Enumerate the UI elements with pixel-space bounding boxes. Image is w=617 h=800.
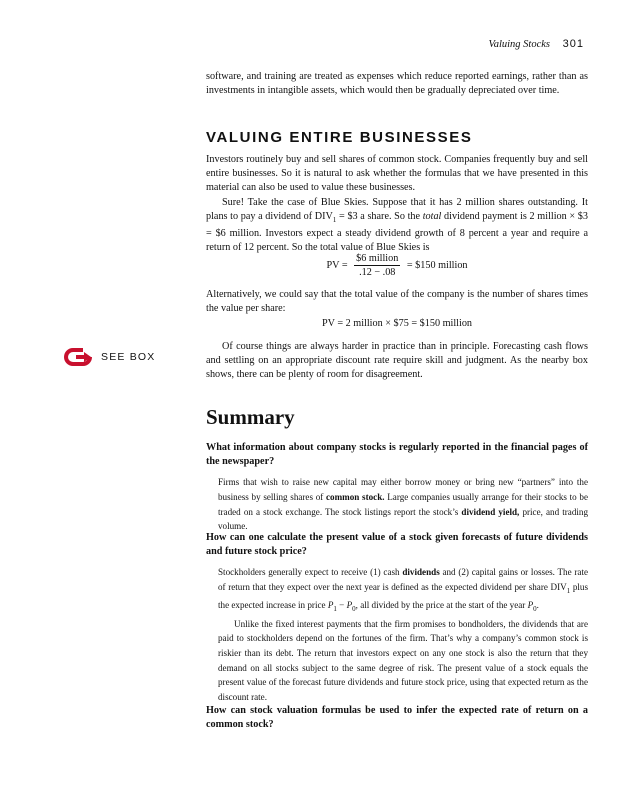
equation-pv-1 <box>206 252 588 279</box>
eq1-lhs: PV = <box>326 259 348 271</box>
eq1-fraction <box>354 252 400 279</box>
section-body-3 <box>206 340 588 383</box>
section-body <box>206 153 588 255</box>
summary-q1-block <box>206 441 588 534</box>
running-header <box>488 38 584 50</box>
running-title: Valuing Stocks <box>488 39 551 50</box>
summary-answer-1 <box>206 475 588 533</box>
answer-2-continuation: Unlike the fixed interest payments that the firm promises to bondholders, the dividends that are paid to stockholders depend on the fortunes of the firm. That’s why a company’s common stock is riskier than its debt. The return that investors expect on any one stock is also the return that they demand on all stocks subject to the same degree of risk. The present value of a stock equals the present value of the forecast future dividends and future stock price, using that expected return as the discount rate. <box>218 618 588 702</box>
section-heading: VALUING ENTIRE BUSINESSES <box>206 129 473 146</box>
summary-question-1: What information about company stocks is regularly reported in the financial pages of the newspaper? <box>206 442 588 468</box>
answer-2-text: Stockholders generally expect to receive (1) cash dividends and (2) capital gains or losses. The rate of return that they expect over the next year is defined as the expected dividend per share $DIV_1$ plus the expected increase in price $P_1 - P_0$, all divided by the price at the start of the year $P_0$. <box>218 567 589 614</box>
arrow-loop-icon <box>63 347 95 367</box>
eq1-rhs: = $150 million <box>406 259 468 271</box>
eq1-denominator: .12 − .08 <box>359 267 396 278</box>
section-valuing-businesses <box>206 129 588 146</box>
eq1-numerator: $6 million <box>356 253 399 264</box>
intro-paragraph: software, and training are treated as expenses which reduce reported earnings, rather than as investments in intangible assets, which would then be gradually depreciated over time. <box>206 71 588 97</box>
summary-answer-2 <box>206 565 588 704</box>
section-body-2 <box>206 288 588 316</box>
equation-pv-2 <box>206 318 588 329</box>
answer-1-text: Firms that wish to raise new capital may either borrow money or bring new “partners” into the business by selling shares of common stock. Large companies usually arrange for their stocks to be traded on a stock exchange. The stock listings report the stock’s dividend yield, price, and trading volume. <box>218 477 589 532</box>
summary-question-3: How can stock valuation formulas be used to infer the expected rate of return on a common stock? <box>206 705 588 731</box>
section-paragraph-2: Sure! Take the case of Blue Skies. Suppose that it has 2 million shares outstanding. It plans to pay a dividend of $DIV_1$ = $3 a share. So the total dividend payment is 2 million × $3 = $6 million. Investors expect a steady dividend growth of 8 percent a year and require a return of 12 percent. So the total value of Blue Skies is <box>206 196 588 254</box>
see-box-note[interactable] <box>63 347 156 367</box>
summary-section <box>206 405 588 430</box>
eq2-text: PV = 2 million × $75 = $150 million <box>321 318 473 329</box>
section-paragraph-4: Of course things are always harder in practice than in principle. Forecasting cash flows and settling on an appropriate discount rate require skill and judgment. As the nearby box shows, there can be plenty of room for disagreement. <box>206 341 588 381</box>
intro-block <box>206 70 588 98</box>
section-paragraph-3: Alternatively, we could say that the total value of the company is the number of shares times the value per share: <box>206 289 588 315</box>
summary-q2-block <box>206 531 588 704</box>
section-paragraph-1: Investors routinely buy and sell shares of common stock. Companies frequently buy and sell entire businesses. So it is natural to ask whether the formulas that we have presented in this material can also be used to value these businesses. <box>206 154 588 194</box>
summary-title: Summary <box>206 405 295 429</box>
summary-q3-block <box>206 704 588 732</box>
see-box-label: SEE BOX <box>101 351 156 363</box>
summary-question-2: How can one calculate the present value of a stock given forecasts of future dividends and future stock price? <box>206 532 588 558</box>
page-number: 301 <box>562 38 584 50</box>
